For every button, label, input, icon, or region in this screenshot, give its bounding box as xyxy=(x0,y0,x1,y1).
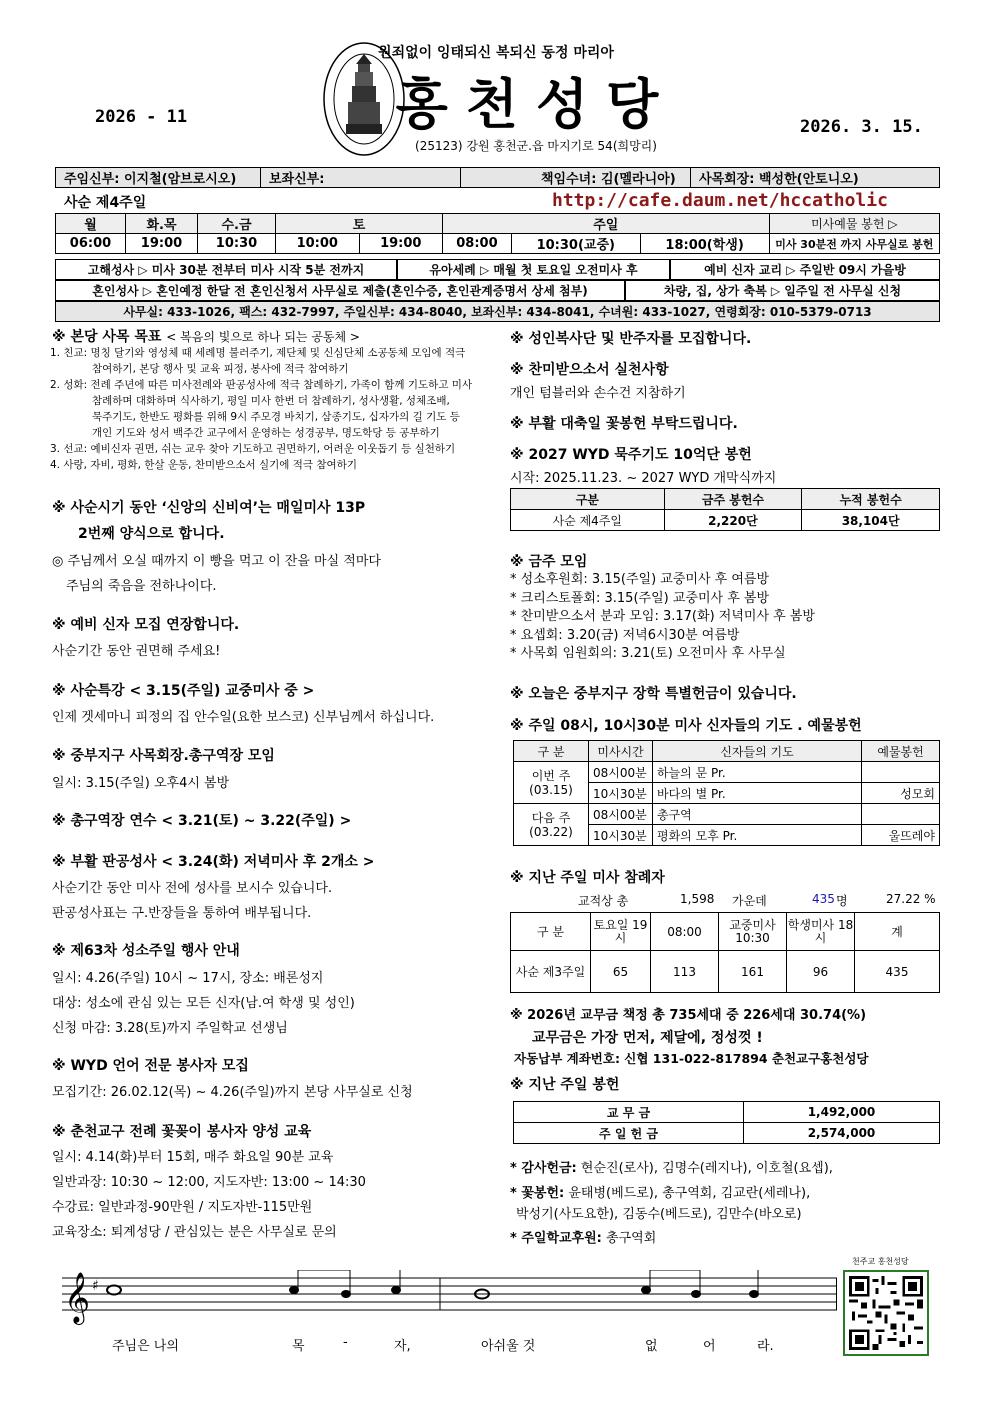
district-meeting-title: ※ 중부지구 사목회장.총구역장 모임 xyxy=(52,748,275,764)
att-h2: 토요일 19시 xyxy=(591,913,651,951)
att-c6: 435 xyxy=(855,951,940,993)
lent-mystery-line-1: ◎ 주님께서 오실 때까지 이 빵을 먹고 이 잔을 마실 적마다 xyxy=(52,554,381,569)
att-h5: 학생미사 18시 xyxy=(787,913,855,951)
prayer-offer-2a xyxy=(862,804,940,825)
contact-info: 사무실: 433-1026, 팩스: 432-7997, 주일신부: 434-8040, 보좌신부: 434-8041, 수녀원: 433-1027, 연령회장: 010-5379-0713 xyxy=(55,301,940,322)
wyd-rosary-line: 시작: 2025.11.23. ~ 2027 WYD 개막식까지 xyxy=(510,471,777,486)
prayer-time-2b: 10시30분 xyxy=(589,825,653,846)
meetings-title: ※ 금주 모임 xyxy=(510,554,588,570)
issue-date: 2026. 3. 15. xyxy=(800,117,923,137)
altar-server-title: ※ 성인복사단 및 반주자를 모집합니다. xyxy=(510,331,752,347)
catechism-info: 예비 신자 교리 ▷ 주일반 09시 가을방 xyxy=(670,259,940,280)
prayer-offer-2b: 울뜨레야 xyxy=(862,825,940,846)
tithe-account: 자동납부 계좌번호: 신협 131-022-817894 춘천교구홍천성당 xyxy=(514,1051,869,1066)
thanks-offering-names: 현순진(로사), 김명수(레지나), 이호철(요셉), xyxy=(580,1161,833,1176)
svg-text:♯: ♯ xyxy=(92,1278,99,1294)
prayer-time-2a: 08시00분 xyxy=(589,804,653,825)
wyd-volunteer-line: 모집기간: 26.02.12(목) ~ 4.26(주일)까지 본당 사무실로 신청 xyxy=(52,1085,413,1100)
lyric-8: 라. xyxy=(757,1339,774,1354)
catechumen-line: 사순기간 동안 권면해 주세요! xyxy=(52,644,221,659)
offering-key-2: 주 일 헌 금 xyxy=(514,1123,744,1144)
parish-subtitle: 원죄없이 잉태되신 복되신 동정 마리아 xyxy=(378,45,614,61)
goal-2d: 개인 기도와 성서 백주간 교구에서 운영하는 성경공부, 명도학당 등 공부하기 xyxy=(92,427,440,439)
wyd-header-3: 누적 봉헌수 xyxy=(802,489,940,510)
offering-table xyxy=(513,1101,940,1144)
offering-note: 미사예물 봉헌 ▷ xyxy=(769,214,939,234)
lyric-1: 주님은 나의 xyxy=(112,1339,179,1354)
council-president: 사목회장: 백성한(안토니오) xyxy=(691,168,940,188)
flower-offering-names-2: 박성기(사도요한), 김동수(베드로), 김만수(바오로) xyxy=(516,1207,802,1222)
flower-training-title: ※ 춘천교구 전례 꽃꽂이 봉사자 양성 교육 xyxy=(52,1124,312,1140)
time-sat-2: 19:00 xyxy=(359,234,443,254)
confession-line-2: 판공성사표는 구.반장들을 통하여 배부됩니다. xyxy=(52,906,312,921)
prayer-group-1b: 바다의 별 Pr. xyxy=(653,783,862,804)
meeting-3: * 찬미받으소서 분과 모임: 3.17(화) 저녁미사 후 봄방 xyxy=(510,609,815,624)
parish-title: 홍천성당 xyxy=(395,73,677,136)
time-sun-2: 10:30(교중) xyxy=(511,234,640,254)
day-mon: 월 xyxy=(56,214,126,234)
prayer-week-2-label: 다음 주 xyxy=(531,810,571,825)
offering-title: ※ 지난 주일 봉헌 xyxy=(510,1077,620,1093)
prayer-week-1-label: 이번 주 xyxy=(531,768,571,783)
prayer-h3: 신자들의 기도 xyxy=(653,741,862,762)
vocation-line-1: 일시: 4.26(주일) 10시 ~ 17시, 장소: 배론성지 xyxy=(52,971,324,986)
confession-title: ※ 부활 판공성사 < 3.24(화) 저녁미사 후 2개소 > xyxy=(52,854,375,870)
qr-label: 천주교 홍천성당 xyxy=(852,1257,909,1266)
assistant-priest: 보좌신부: xyxy=(261,168,461,188)
prayer-group-2a: 총구역 xyxy=(653,804,862,825)
att-percent: 27.22 % xyxy=(886,892,936,906)
laudato-title: ※ 찬미받으소서 실천사항 xyxy=(510,362,669,378)
wyd-cell-3: 38,104단 xyxy=(802,510,940,531)
lyric-5: 아쉬울 것 xyxy=(481,1339,536,1354)
wyd-header-1: 구분 xyxy=(511,489,665,510)
day-tue-thu: 화.목 xyxy=(126,214,198,234)
svg-text:𝄞: 𝄞 xyxy=(64,1272,91,1323)
att-c2: 65 xyxy=(591,951,651,993)
wyd-rosary-title: ※ 2027 WYD 묵주기도 10억단 봉헌 xyxy=(510,447,752,463)
cafe-link[interactable]: http://cafe.daum.net/hccatholic xyxy=(552,190,888,211)
flower-offering xyxy=(510,1182,810,1201)
meeting-1: * 성소후원회: 3.15(주일) 교중미사 후 여름방 xyxy=(510,572,770,587)
att-a: 교적상 총 xyxy=(578,894,629,908)
lecture-title: ※ 사순특강 < 3.15(주일) 교중미사 중 > xyxy=(52,683,315,699)
week-name: 사순 제4주일 xyxy=(64,195,147,211)
vocation-line-3: 신청 마감: 3.28(토)까지 주일학교 선생님 xyxy=(52,1021,288,1036)
parish-address: (25123) 강원 홍천군.읍 마지기로 54(희망리) xyxy=(415,139,657,153)
goal-3: 3. 선교: 예비신자 권면, 쉬는 교우 찾아 기도하고 권면하기, 어려운 이웃돕기 등 실천하기 xyxy=(50,443,456,455)
prayer-time-1b: 10시30분 xyxy=(589,783,653,804)
staff-table xyxy=(55,167,940,188)
prayer-offer-1b: 성모회 xyxy=(862,783,940,804)
vocation-line-2: 대상: 성소에 관심 있는 모든 신자(남.여 학생 및 성인) xyxy=(52,996,355,1011)
meeting-4: * 요셉회: 3.20(금) 저녁6시30분 여름방 xyxy=(510,627,740,643)
blessing-info: 차량, 집, 상가 축복 ▷ 일주일 전 사무실 신청 xyxy=(625,280,940,301)
prayer-offer-1a xyxy=(862,762,940,783)
att-total: 1,598 xyxy=(680,892,715,906)
wyd-volunteer-title: ※ WYD 언어 전문 봉사자 모집 xyxy=(52,1058,249,1074)
scholarship-title: ※ 오늘은 중부지구 장학 특별헌금이 있습니다. xyxy=(510,686,797,702)
goal-list xyxy=(50,345,500,473)
goal-2c: 묵주기도, 한반도 평화를 위해 9시 주모경 바치기, 삼종기도, 십자가의 길 기도 등 xyxy=(92,411,460,423)
att-c4: 161 xyxy=(719,951,787,993)
time-sat-1: 10:00 xyxy=(276,234,360,254)
att-c3: 113 xyxy=(651,951,719,993)
attendance-title: ※ 지난 주일 미사 참례자 xyxy=(510,870,665,886)
att-c1: 사순 제3주일 xyxy=(511,951,591,993)
mass-schedule xyxy=(55,213,940,254)
wyd-header-2: 금주 봉헌수 xyxy=(664,489,802,510)
prayer-h4: 예물봉헌 xyxy=(862,741,940,762)
time-mon: 06:00 xyxy=(56,234,126,254)
catechumen-title: ※ 예비 신자 모집 연장합니다. xyxy=(52,617,240,633)
confession-info: 고해성사 ▷ 미사 30분 전부터 미사 시작 5분 전까지 xyxy=(55,259,397,280)
att-c: 가운데 xyxy=(732,894,767,908)
easter-flower-title: ※ 부활 대축일 꽃봉헌 부탁드립니다. xyxy=(510,416,738,432)
day-sun: 주일 xyxy=(443,214,770,234)
district-meeting-line: 일시: 3.15(주일) 오후4시 봄방 xyxy=(52,776,230,791)
confession-line-1: 사순기간 동안 미사 전에 성사를 보시수 있습니다. xyxy=(52,881,333,896)
prayer-group-1a: 하늘의 문 Pr. xyxy=(653,762,862,783)
att-h1: 구 분 xyxy=(511,913,591,951)
lyric-7: 어 xyxy=(703,1339,716,1354)
goal-title-text: ※ 본당 사목 목표 xyxy=(52,329,162,345)
music-staff xyxy=(62,1270,837,1330)
flower-offering-label: * 꽃봉헌: xyxy=(510,1186,565,1201)
lyric-4: 자, xyxy=(394,1339,411,1354)
flower-training-line-4: 교육장소: 퇴계성당 / 관심있는 분은 사무실로 문의 xyxy=(52,1225,337,1240)
att-h3: 08:00 xyxy=(651,913,719,951)
lent-mystery-title-2: 2번째 양식으로 합니다. xyxy=(78,526,225,542)
issue-number: 2026 - 11 xyxy=(95,107,188,127)
marriage-info: 혼인성사 ▷ 혼인예정 한달 전 혼인신청서 사무실로 제출(혼인수증, 혼인관계증명서 상세 첨부) xyxy=(55,280,625,301)
att-count: 435 xyxy=(812,892,835,906)
att-h6: 계 xyxy=(855,913,940,951)
day-sat: 토 xyxy=(276,214,443,234)
prayer-table xyxy=(513,740,940,846)
goal-2b: 참례하며 대화하며 식사하기, 평일 미사 한번 더 참례하기, 성사생활, 성체조배, xyxy=(92,395,450,407)
day-wed-fri: 수.금 xyxy=(198,214,276,234)
flower-offering-names: 윤태병(베드로), 총구역회, 김교란(세레나), xyxy=(568,1186,811,1201)
goal-title xyxy=(52,326,360,346)
time-sun-1: 08:00 xyxy=(443,234,512,254)
school-support-label: * 주일학교후원: xyxy=(510,1231,602,1246)
offering-note-2: 미사 30분전 까지 사무실로 봉헌 xyxy=(769,234,939,254)
wyd-cell-2: 2,220단 xyxy=(664,510,802,531)
time-tue-thu: 19:00 xyxy=(126,234,198,254)
prayer-week-2-date: (03.22) xyxy=(529,824,573,839)
offering-key-1: 교 무 금 xyxy=(514,1102,744,1123)
prayer-group-2b: 평화의 모후 Pr. xyxy=(653,825,862,846)
thanks-offering xyxy=(510,1157,833,1176)
time-sun-3: 18:00(학생) xyxy=(640,234,769,254)
lecture-line: 인제 겟세마니 피정의 집 안수일(요한 보스코) 신부님께서 하십니다. xyxy=(52,710,435,725)
prayer-week-2 xyxy=(514,804,589,846)
time-wed-fri: 10:30 xyxy=(198,234,276,254)
pastor: 주임신부: 이지철(암브로시오) xyxy=(56,168,261,188)
baptism-info: 유아세례 ▷ 매월 첫 토요일 오전미사 후 xyxy=(397,259,670,280)
meetings-list xyxy=(510,571,815,664)
offering-val-2: 2,574,000 xyxy=(744,1123,940,1144)
meeting-2: * 크리스토폴회: 3.15(주일) 교중미사 후 봄방 xyxy=(510,590,770,606)
laudato-line: 개인 텀블러와 손수건 지참하기 xyxy=(510,386,686,401)
goal-2: 2. 성화: 전례 주년에 따른 미사전례와 판공성사에 적극 참례하기, 가족이 함께 기도하고 미사 xyxy=(50,379,473,391)
prayer-title: ※ 주일 08시, 10시30분 미사 신자들의 기도 . 예물봉헌 xyxy=(510,718,862,734)
meeting-5: * 사목회 임원회의: 3.21(토) 오전미사 후 사무실 xyxy=(510,646,786,661)
goal-4: 4. 사랑, 자비, 평화, 한살 운동, 찬미받으소서 실기에 적극 참여하기 xyxy=(50,459,357,471)
sister: 책임수녀: 김(멜라니아) xyxy=(461,168,691,188)
att-c5: 96 xyxy=(787,951,855,993)
prayer-h1: 구 분 xyxy=(514,741,589,762)
att-e: 명 xyxy=(836,894,848,908)
lyric-6: 없 xyxy=(645,1339,658,1354)
lent-mystery-title: ※ 사순시기 동안 ‘신앙의 신비여’는 매일미사 13P xyxy=(52,500,366,516)
flower-training-line-2: 일반과장: 10:30 ~ 12:00, 지도자반: 13:00 ~ 14:30 xyxy=(52,1175,366,1190)
goal-subtitle: < 복음의 빛으로 하나 되는 공동체 > xyxy=(166,330,360,344)
prayer-time-1a: 08시00분 xyxy=(589,762,653,783)
lent-mystery-line-2: 주님의 죽음을 전하나이다. xyxy=(66,579,217,594)
qr-code[interactable] xyxy=(843,1270,929,1356)
prayer-h2: 미사시간 xyxy=(589,741,653,762)
lyric-3: - xyxy=(343,1335,348,1350)
info-row-1 xyxy=(55,259,940,280)
school-support-names: 총구역회 xyxy=(606,1231,657,1246)
offering-val-1: 1,492,000 xyxy=(744,1102,940,1123)
attendance-table xyxy=(510,912,940,993)
flower-training-line-1: 일시: 4.14(화)부터 15회, 매주 화요일 90분 교육 xyxy=(52,1150,334,1165)
leader-training-title: ※ 총구역장 연수 < 3.21(토) ~ 3.22(주일) > xyxy=(52,813,352,829)
thanks-offering-label: * 감사헌금: xyxy=(510,1161,577,1176)
wyd-cell-1: 사순 제4주일 xyxy=(511,510,665,531)
attendance-summary xyxy=(578,892,938,909)
prayer-week-1 xyxy=(514,762,589,804)
goal-1b: 참여하기, 본당 행사 및 교육 피정, 봉사에 적극 참여하기 xyxy=(92,363,349,375)
lyric-2: 목 xyxy=(292,1339,305,1354)
prayer-week-1-date: (03.15) xyxy=(529,782,573,797)
school-support xyxy=(510,1227,656,1246)
tithe-line-1: 교무금은 가장 먼저, 제달에, 정성껏 ! xyxy=(532,1030,763,1046)
tithe-title: ※ 2026년 교무금 책정 총 735세대 중 226세대 30.74(%) xyxy=(510,1008,867,1023)
att-h4: 교중미사 10:30 xyxy=(719,913,787,951)
wyd-rosary-table xyxy=(510,488,940,531)
flower-training-line-3: 수강료: 일반과정-90만원 / 지도자반-115만원 xyxy=(52,1200,313,1215)
info-row-2 xyxy=(55,280,940,301)
vocation-title: ※ 제63차 성소주일 행사 안내 xyxy=(52,943,240,959)
goal-1: 1. 친교: 명칭 달기와 영성체 때 세례명 불러주기, 제단체 및 신심단체 소공동체 모임에 적극 xyxy=(50,347,466,359)
